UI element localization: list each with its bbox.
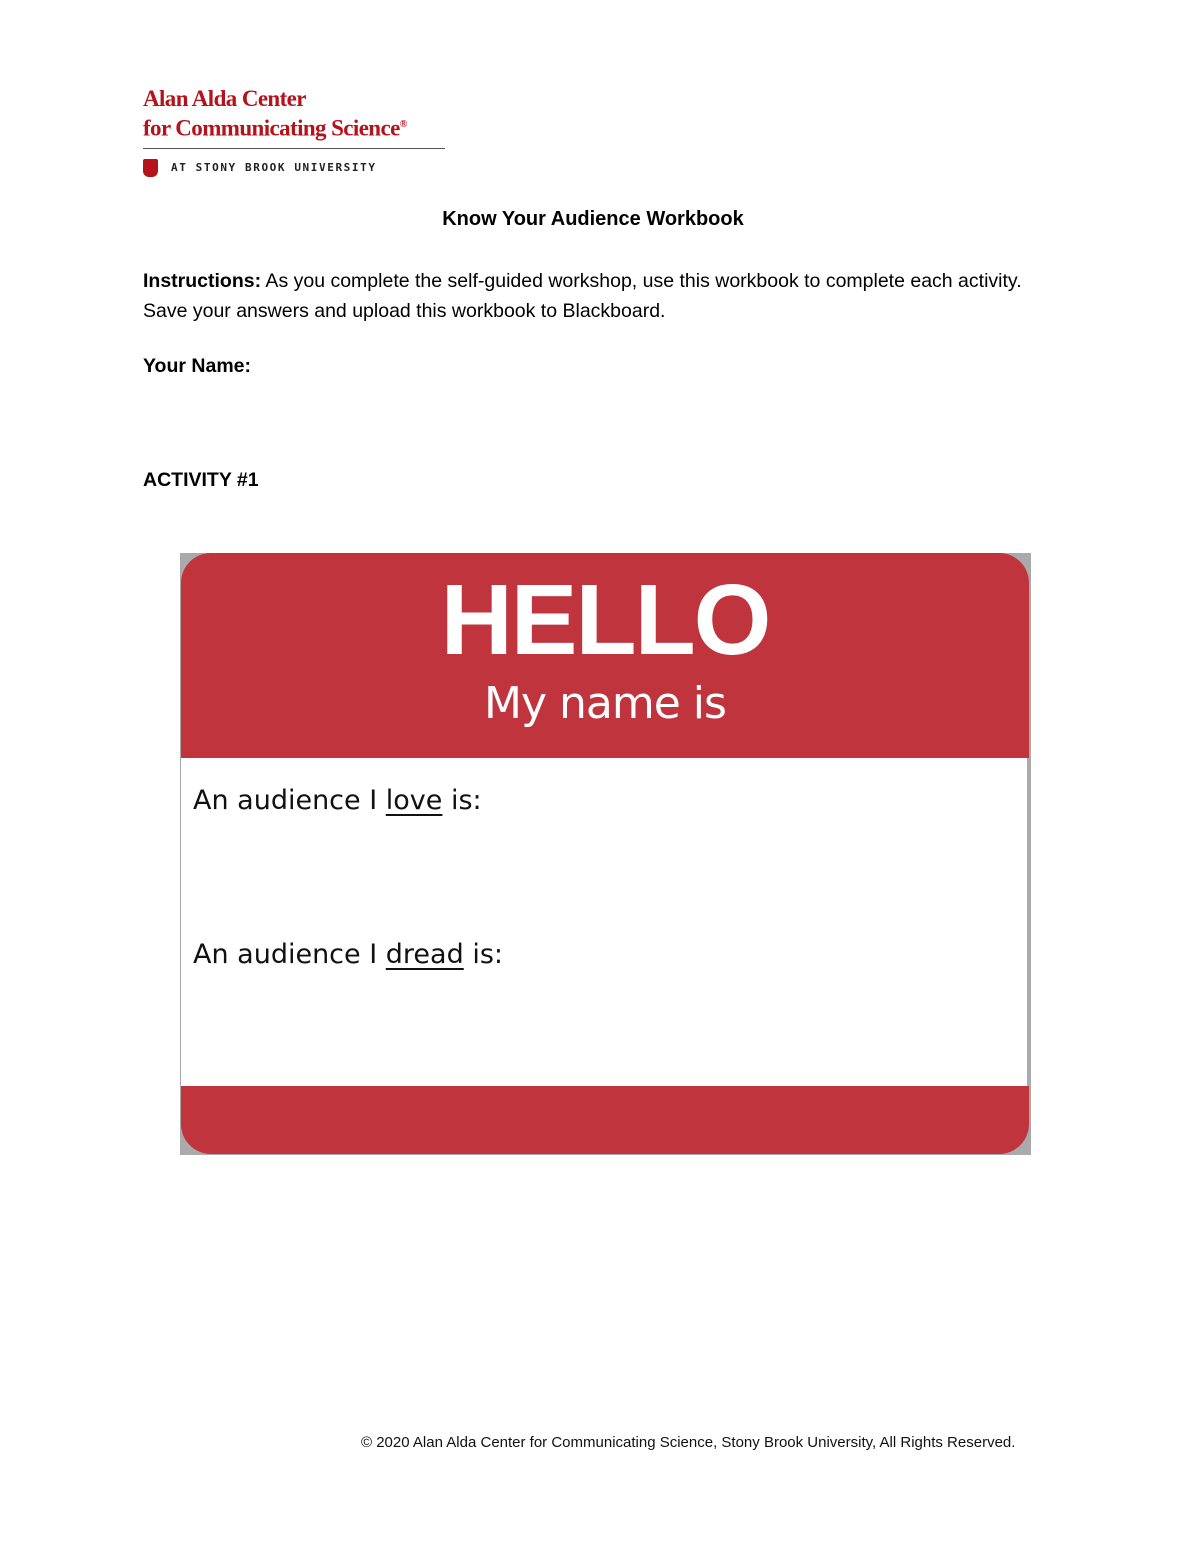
- document-title: Know Your Audience Workbook: [442, 208, 744, 230]
- your-name-label: Your Name:: [143, 355, 251, 377]
- logo-line-2: [143, 112, 447, 142]
- copyright-footer: © 2020 Alan Alda Center for Communicating Science, Stony Brook University, All Rights Reserved.: [361, 1434, 1016, 1451]
- alan-alda-center-logo: [143, 86, 447, 177]
- instructions-label: Instructions:: [143, 270, 262, 292]
- prompt-dread: [193, 939, 503, 970]
- hello-text: HELLO: [440, 564, 770, 676]
- name-tag-image: [180, 553, 1031, 1155]
- prompt-love: [193, 785, 482, 816]
- prompt-dread-suffix: is:: [463, 939, 503, 970]
- logo-subtitle: [143, 159, 447, 177]
- prompt-love-suffix: is:: [442, 785, 482, 816]
- instructions-text: As you complete the self-guided workshop, use this workbook to complete each activity. Save your answers and upload this workbook to Blackboard.: [143, 270, 1022, 322]
- name-tag-writing-area: [181, 758, 1029, 1086]
- prompt-love-prefix: An audience I: [193, 785, 386, 816]
- logo-subtitle-text: AT STONY BROOK UNIVERSITY: [171, 161, 377, 175]
- logo-divider: [143, 148, 445, 149]
- logo-line-2-text: for Communicating Science: [143, 115, 400, 141]
- registered-mark: ®: [399, 119, 407, 130]
- prompt-dread-emphasis: dread: [385, 939, 464, 970]
- prompt-love-emphasis: love: [385, 785, 443, 816]
- shield-icon: [143, 159, 158, 177]
- instructions-paragraph: [143, 266, 1063, 326]
- activity-heading: ACTIVITY #1: [143, 469, 259, 491]
- logo-line-1: Alan Alda Center: [143, 86, 306, 111]
- name-tag: [181, 553, 1029, 1154]
- my-name-is-text: My name is: [484, 678, 726, 729]
- prompt-dread-prefix: An audience I: [193, 939, 386, 970]
